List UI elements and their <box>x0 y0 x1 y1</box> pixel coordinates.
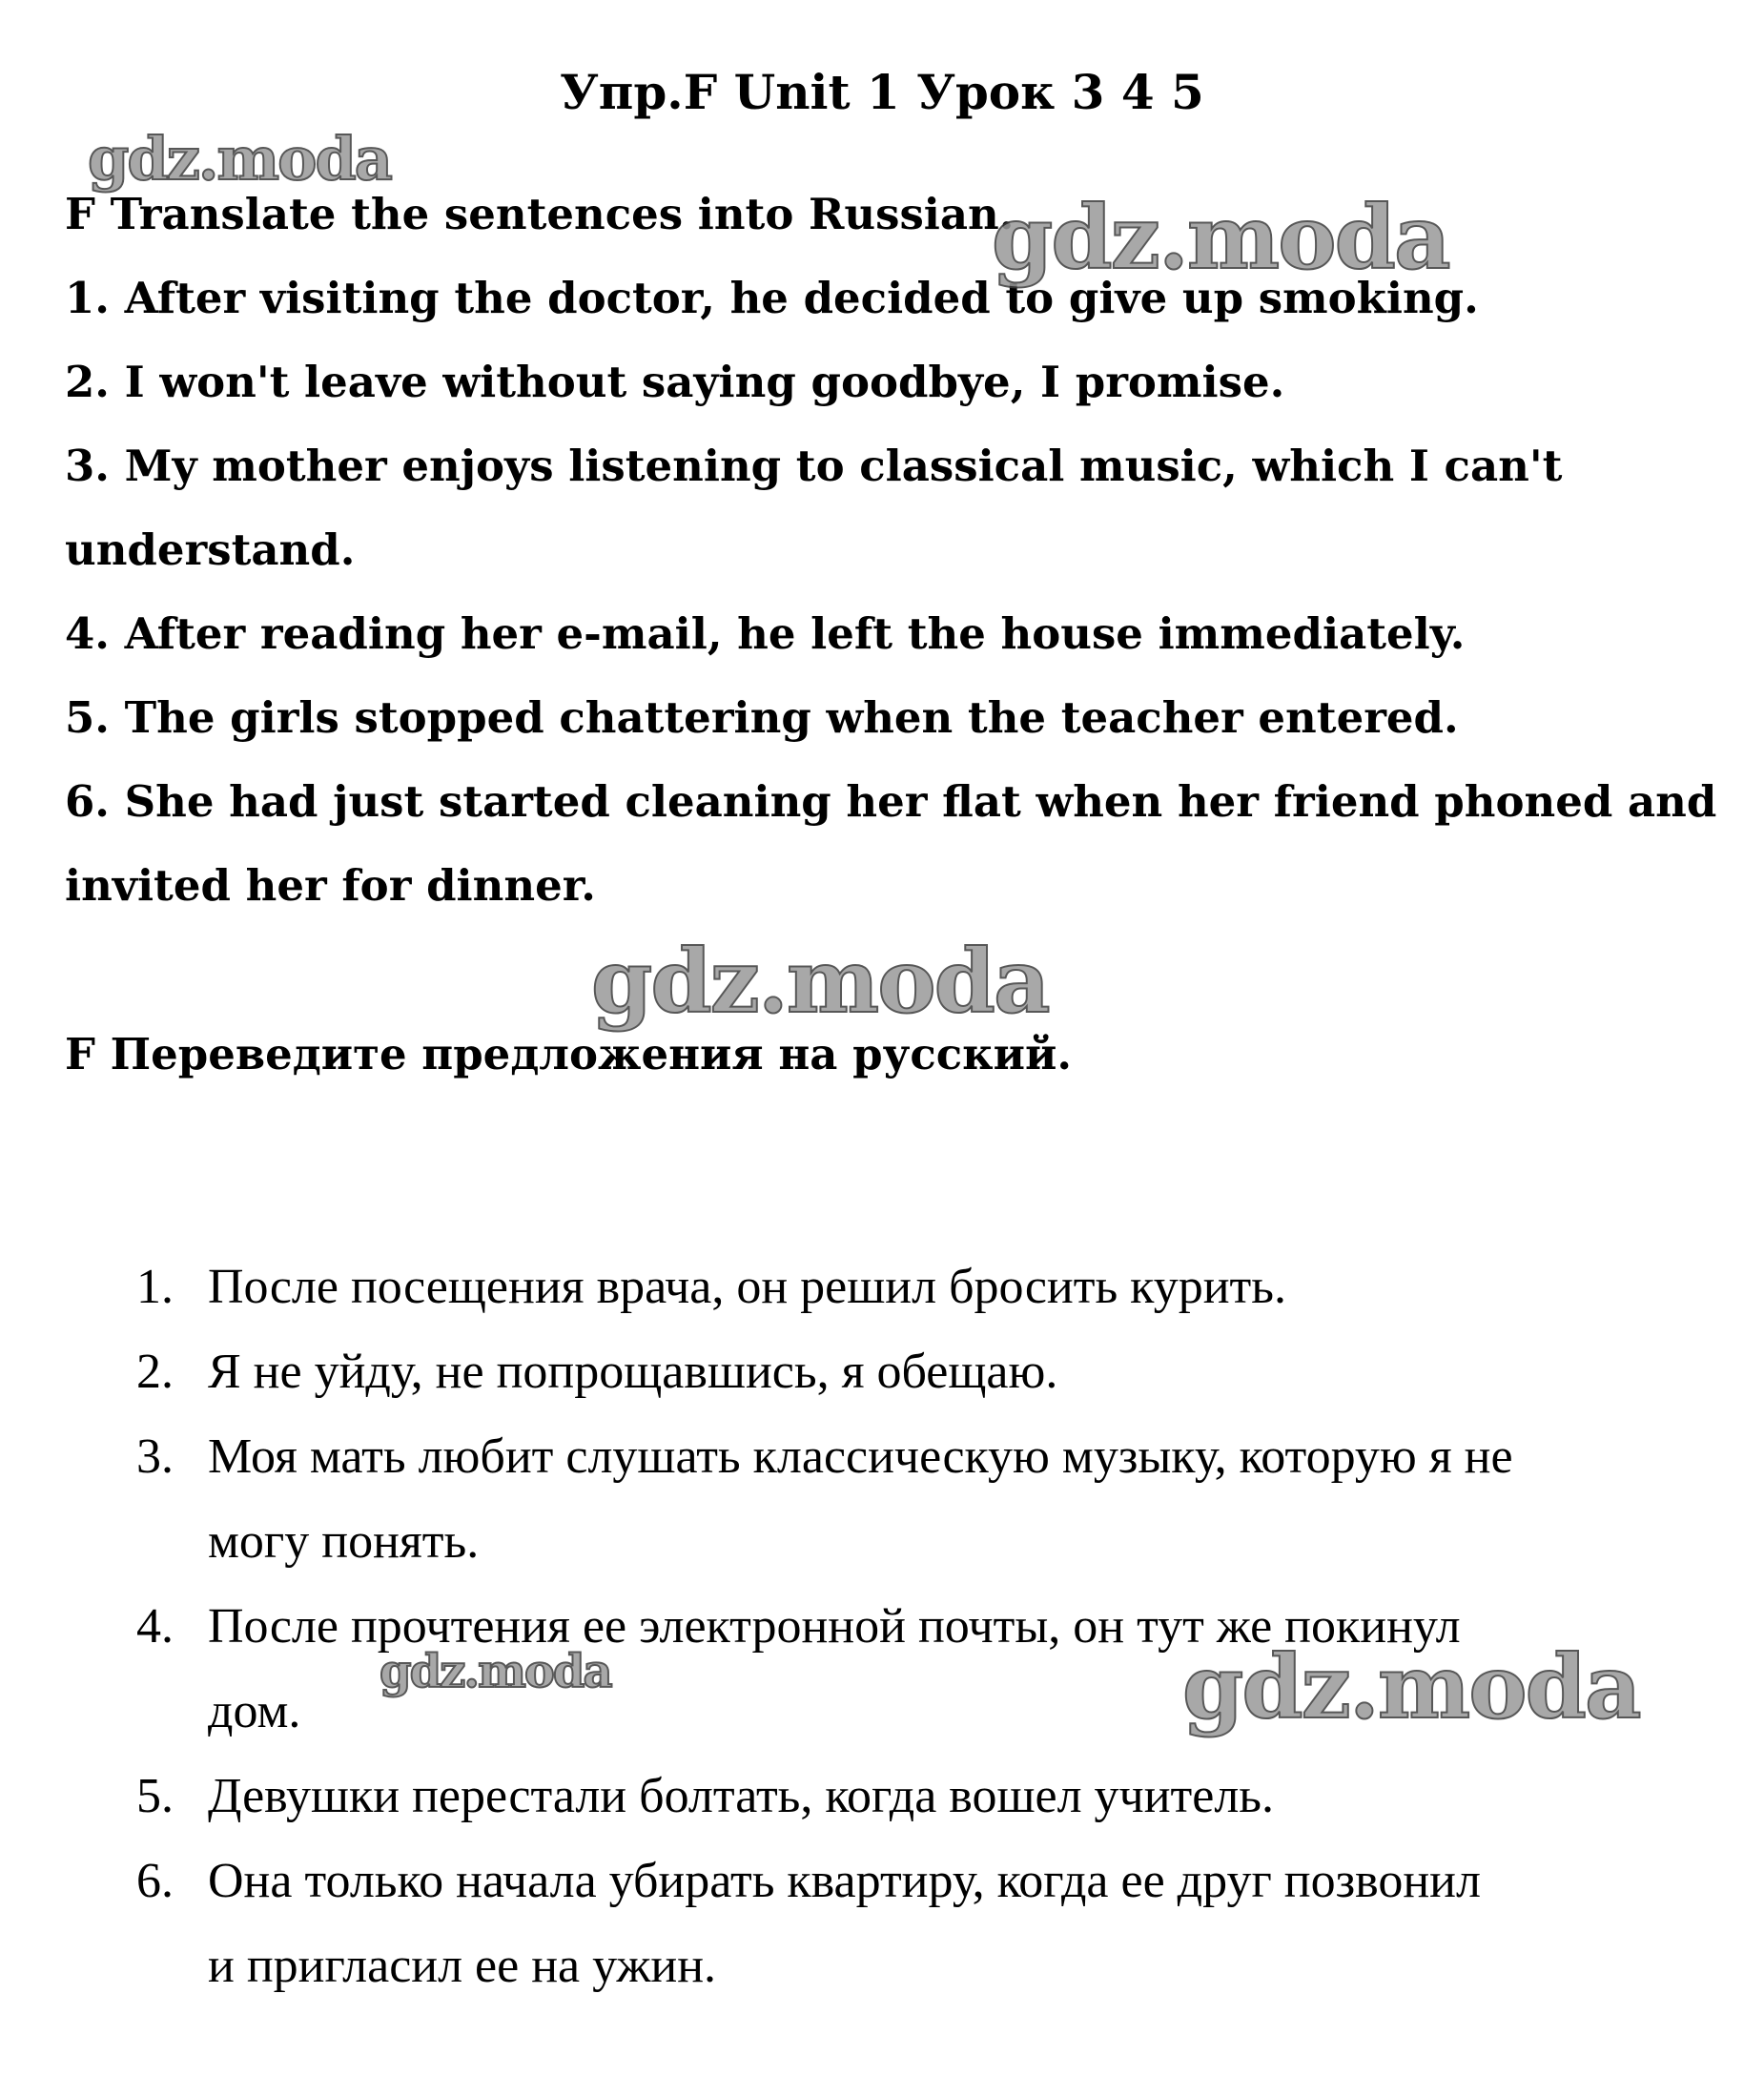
english-sentence-6: 6. She had just started cleaning her flat when her friend phoned and <box>65 776 1717 827</box>
list-item-number: 4. <box>136 1599 174 1654</box>
watermark: gdz.moda <box>992 186 1449 289</box>
list-item-text: Я не уйду, не попрощавшись, я обещаю. <box>208 1345 1058 1399</box>
watermark: gdz.moda <box>88 124 391 194</box>
list-item-text: дом. <box>208 1684 301 1738</box>
watermark: gdz.moda <box>379 1645 611 1698</box>
list-item-text: и пригласил ее на ужин. <box>208 1939 717 1993</box>
english-task-heading: F Translate the sentences into Russian. <box>65 189 1015 239</box>
english-sentence-3-continuation: understand. <box>65 524 356 575</box>
english-sentence-4: 4. After reading her e-mail, he left the house immediately. <box>65 608 1466 659</box>
english-sentence-2: 2. I won't leave without saying goodbye, I promise. <box>65 357 1285 407</box>
english-sentence-1: 1. After visiting the doctor, he decided to give up smoking. <box>65 273 1479 323</box>
list-item-text: Она только начала убирать квартиру, когда ее друг позвонил <box>208 1854 1481 1908</box>
list-item-text: После прочтения ее электронной почты, он тут же покинул <box>208 1599 1461 1654</box>
list-item-text: Моя мать любит слушать классическую музыку, которую я не <box>208 1429 1513 1484</box>
watermark: gdz.moda <box>591 930 1049 1033</box>
english-sentence-6-continuation: invited her for dinner. <box>65 860 596 911</box>
list-item-text: могу понять. <box>208 1514 480 1569</box>
list-item-number: 2. <box>136 1345 174 1399</box>
list-item-text: После посещения врача, он решил бросить курить. <box>208 1260 1286 1314</box>
list-item-number: 6. <box>136 1854 174 1908</box>
list-item-text: Девушки перестали болтать, когда вошел учитель. <box>208 1769 1274 1823</box>
page-title: Упр.F Unit 1 Урок 3 4 5 <box>560 64 1204 120</box>
english-sentence-3: 3. My mother enjoys listening to classical music, which I can't <box>65 441 1563 491</box>
list-item-number: 5. <box>136 1769 174 1823</box>
list-item-number: 1. <box>136 1260 174 1314</box>
english-sentence-5: 5. The girls stopped chattering when the teacher entered. <box>65 692 1459 743</box>
watermark: gdz.moda <box>1182 1635 1640 1738</box>
russian-task-heading: F Переведите предложения на русский. <box>65 1029 1073 1079</box>
list-item-number: 3. <box>136 1429 174 1484</box>
